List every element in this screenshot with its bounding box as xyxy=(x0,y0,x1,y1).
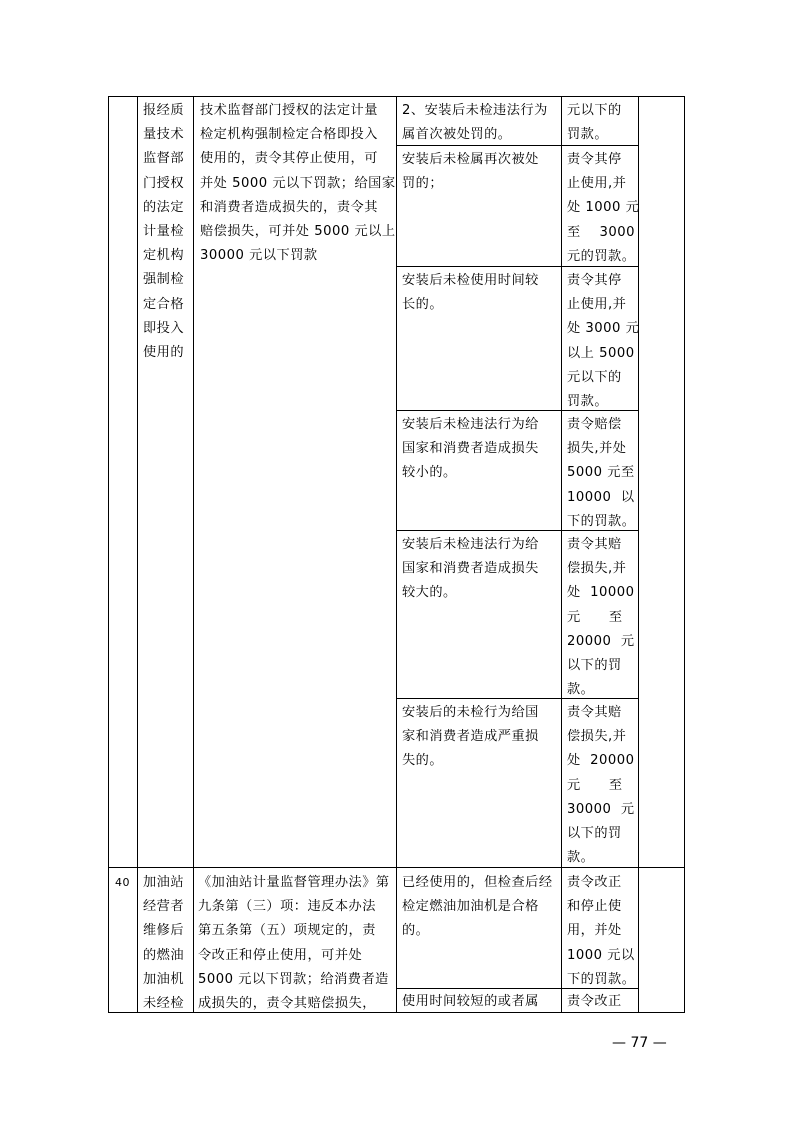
text-line: 下的罚款。 xyxy=(567,971,636,987)
text-line: 即投入 xyxy=(143,320,185,336)
row39-item xyxy=(143,99,184,365)
text-line: 责令其赔 xyxy=(567,705,622,720)
text-line: 的。 xyxy=(402,923,430,939)
text-line: 责令赔偿 xyxy=(567,417,622,432)
text-line: 未经检 xyxy=(143,996,185,1012)
text-line: 下的罚款。 xyxy=(567,513,636,529)
text-line: 安装后的未检行为给国 xyxy=(402,705,539,720)
text-line: 《加油站计量监督管理办法》第 xyxy=(198,875,390,890)
col-border xyxy=(396,96,397,1013)
text-line: 门授权 xyxy=(143,175,185,191)
text-line: 用，并处 xyxy=(567,923,622,939)
row39-sub2-penalty xyxy=(567,148,639,269)
row39-sub6-circumstance xyxy=(402,701,539,774)
page-number: — 77 — xyxy=(612,1035,667,1051)
text-line: 款。 xyxy=(567,682,595,698)
text-line: 维修后 xyxy=(143,923,185,939)
row40-sub2-circumstance xyxy=(402,990,539,1014)
col-border xyxy=(684,96,685,1013)
text-line: 罚款。 xyxy=(567,127,609,143)
text-line: 责令改正 xyxy=(567,875,622,890)
text-line: 30000 元 xyxy=(567,801,635,817)
text-line: 元 至 xyxy=(567,609,623,625)
row39-sub6-penalty xyxy=(567,701,635,870)
text-line: 元以下的 xyxy=(567,369,622,385)
text-line: 处 10000 xyxy=(567,585,635,601)
col-border xyxy=(561,96,562,1013)
text-line: 使用时间较短的或者属 xyxy=(402,994,539,1009)
text-line: 国家和消费者造成损失 xyxy=(402,441,539,457)
text-line: 的法定 xyxy=(143,199,185,215)
text-line: 以上 5000 xyxy=(567,345,635,361)
text-line: 偿损失,并 xyxy=(567,561,627,577)
text-line: 责令其赔 xyxy=(567,537,622,552)
text-line: 使用的，责令其停止使用，可 xyxy=(200,151,378,167)
row39-sub5-penalty xyxy=(567,533,635,702)
text-line: 报经质 xyxy=(143,103,185,118)
row39-sub2-circumstance xyxy=(402,148,539,196)
text-line: 已经使用的，但检查后经 xyxy=(402,875,553,890)
text-line: 处 3000 元 xyxy=(567,321,640,337)
text-line: 使用的 xyxy=(143,345,185,361)
row39-sub5-circumstance xyxy=(402,533,539,606)
text-line: 止使用,并 xyxy=(567,176,627,192)
text-line: 的燃油 xyxy=(143,947,185,963)
text-line: 5000 元以下罚款；给消费者造 xyxy=(198,971,389,987)
text-line: 和消费者造成损失的，责令其 xyxy=(200,199,378,215)
text-line: 量技术 xyxy=(143,127,185,143)
text-line: 定合格 xyxy=(143,296,185,312)
text-line: 20000 元 xyxy=(567,633,635,649)
text-line: 30000 元以下罚款 xyxy=(200,248,318,264)
col-border xyxy=(193,96,194,1013)
text-line: 安装后未检属再次被处 xyxy=(402,152,539,167)
row39-basis xyxy=(200,99,396,268)
text-line: 罚款。 xyxy=(567,394,609,410)
text-line: 10000 以 xyxy=(567,489,635,505)
text-line: 偿损失,并 xyxy=(567,729,627,745)
text-line: 计量检 xyxy=(143,224,185,240)
text-line: 长的。 xyxy=(402,297,444,313)
text-line: 责令改正 xyxy=(567,994,622,1009)
text-line: 元的罚款。 xyxy=(567,248,636,264)
text-line: 安装后未检违法行为给 xyxy=(402,537,539,552)
text-line: 第五条第（五）项规定的，责 xyxy=(198,923,376,939)
text-line: 2、安装后未检违法行为 xyxy=(402,103,548,118)
text-line: 安装后未检使用时间较 xyxy=(402,273,539,288)
text-line: 罚的； xyxy=(402,176,444,192)
text-line: 属首次被处罚的。 xyxy=(402,127,512,143)
text-line: 定机构 xyxy=(143,248,185,264)
text-line: 成损失的，责令其赔偿损失， xyxy=(198,996,376,1012)
text-line: 和停止使 xyxy=(567,899,622,915)
text-line: 失的。 xyxy=(402,753,444,769)
row39-sub3-penalty xyxy=(567,269,639,414)
text-line: 以下的罚 xyxy=(567,658,622,674)
row40-basis xyxy=(198,871,390,1016)
text-line: 监督部 xyxy=(143,151,185,167)
text-line: 5000 元至 xyxy=(567,465,635,481)
text-line: 加油机 xyxy=(143,971,185,987)
col-border xyxy=(137,96,138,1013)
text-line: 检定机构强制检定合格即投入 xyxy=(200,127,378,143)
row40-number: 40 xyxy=(115,876,130,889)
row40-sub1-penalty xyxy=(567,871,635,992)
text-line: 责令其停 xyxy=(567,273,622,288)
row40-sub1-circumstance xyxy=(402,871,553,944)
row39-sub1-circumstance xyxy=(402,99,548,147)
text-line: 处 1000 元 xyxy=(567,200,640,216)
text-line: 处 20000 xyxy=(567,753,635,769)
row39-sub4-circumstance xyxy=(402,413,539,486)
text-line: 经营者 xyxy=(143,899,185,915)
text-line: 国家和消费者造成损失 xyxy=(402,561,539,577)
text-line: 强制检 xyxy=(143,272,185,288)
text-line: 款。 xyxy=(567,850,595,866)
text-line: 并处 5000 元以下罚款；给国家 xyxy=(200,175,396,191)
row40-item xyxy=(143,871,184,1016)
text-line: 检定燃油加油机是合格 xyxy=(402,899,539,915)
text-line: 损失,并处 xyxy=(567,441,627,457)
col-border xyxy=(108,96,109,1013)
text-line: 九条第（三）项：违反本办法 xyxy=(198,899,376,915)
text-line: 责令其停 xyxy=(567,152,622,167)
text-line: 较大的。 xyxy=(402,585,457,601)
text-line: 元 至 xyxy=(567,777,623,793)
text-line: 以下的罚 xyxy=(567,826,622,842)
text-line: 加油站 xyxy=(143,875,185,890)
text-line: 1000 元以 xyxy=(567,947,635,963)
text-line: 至 3000 xyxy=(567,224,636,240)
text-line: 赔偿损失，可并处 5000 元以上 xyxy=(200,224,396,240)
text-line: 元以下的 xyxy=(567,103,622,118)
row39-sub3-circumstance xyxy=(402,269,539,317)
text-line: 较小的。 xyxy=(402,465,457,481)
row40-sub2-penalty xyxy=(567,990,622,1014)
row39-sub1-penalty xyxy=(567,99,622,147)
row39-sub4-penalty xyxy=(567,413,635,534)
text-line: 令改正和停止使用，可并处 xyxy=(198,947,363,963)
text-line: 家和消费者造成严重损 xyxy=(402,729,539,745)
text-line: 止使用,并 xyxy=(567,297,627,313)
text-line: 技术监督部门授权的法定计量 xyxy=(200,103,378,118)
text-line: 安装后未检违法行为给 xyxy=(402,417,539,432)
